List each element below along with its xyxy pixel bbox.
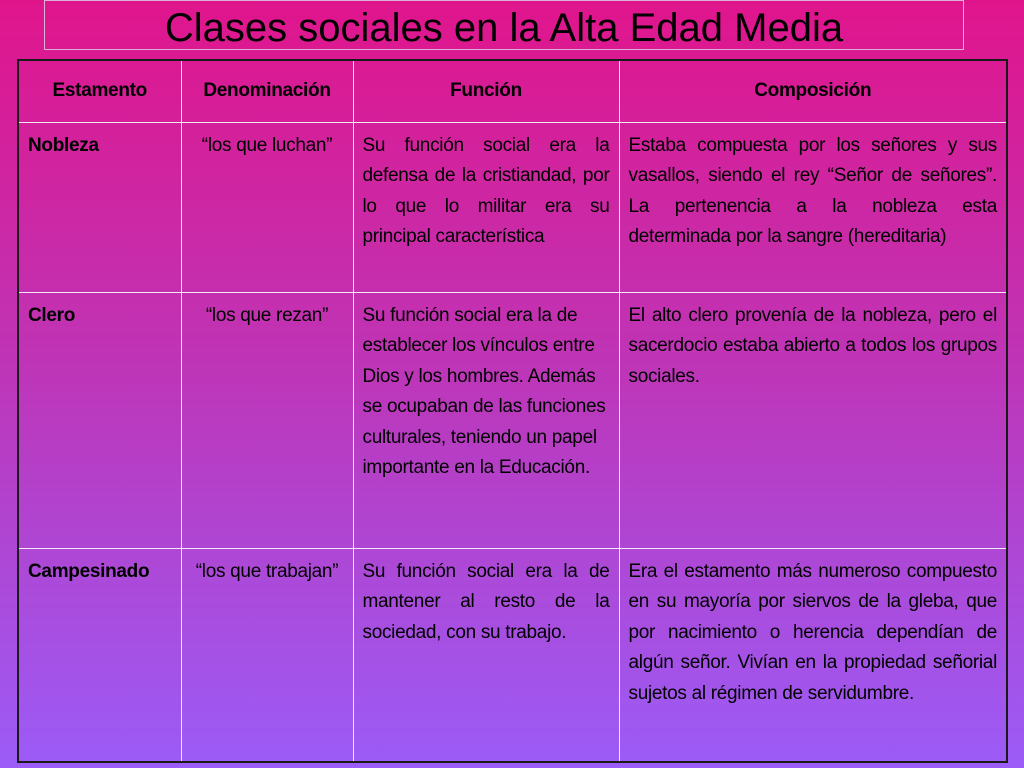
cell-funcion: Su función social era la defensa de la cristiandad, por lo que lo militar era su principal característica (353, 122, 619, 292)
table-row-clero (18, 292, 1007, 548)
cell-estamento: Clero (18, 292, 181, 548)
slide-title-box (44, 0, 964, 50)
column-header-composicion: Composición (619, 60, 1007, 122)
cell-estamento: Campesinado (18, 548, 181, 762)
cell-denominacion: “los que rezan” (181, 292, 353, 548)
slide-title: Clases sociales en la Alta Edad Media (164, 6, 844, 50)
column-header-denominacion: Denominación (181, 60, 353, 122)
cell-funcion: Su función social era la de mantener al resto de la sociedad, con su trabajo. (353, 548, 619, 762)
cell-composicion: Era el estamento más numeroso compuesto en su mayoría por siervos de la gleba, que por nacimiento o herencia dependían de algún señor. Vivían en la propiedad señorial sujetos al régimen de servidumbre. (619, 548, 1007, 762)
cell-funcion: Su función social era la de establecer los vínculos entre Dios y los hombres. Además se ocupaban de las funciones culturales, teniendo un papel importante en la Educación. (353, 292, 619, 548)
column-header-estamento: Estamento (18, 60, 181, 122)
social-classes-table (17, 59, 1008, 763)
cell-composicion: El alto clero provenía de la nobleza, pero el sacerdocio estaba abierto a todos los grupos sociales. (619, 292, 1007, 548)
cell-denominacion: “los que trabajan” (181, 548, 353, 762)
cell-denominacion: “los que luchan” (181, 122, 353, 292)
cell-composicion: Estaba compuesta por los señores y sus vasallos, siendo el rey “Señor de señores”. La pertenencia a la nobleza esta determinada por la sangre (hereditaria) (619, 122, 1007, 292)
column-header-funcion: Función (353, 60, 619, 122)
table-header-row (18, 60, 1007, 122)
cell-estamento: Nobleza (18, 122, 181, 292)
table-row-nobleza (18, 122, 1007, 292)
table-row-campesinado (18, 548, 1007, 762)
